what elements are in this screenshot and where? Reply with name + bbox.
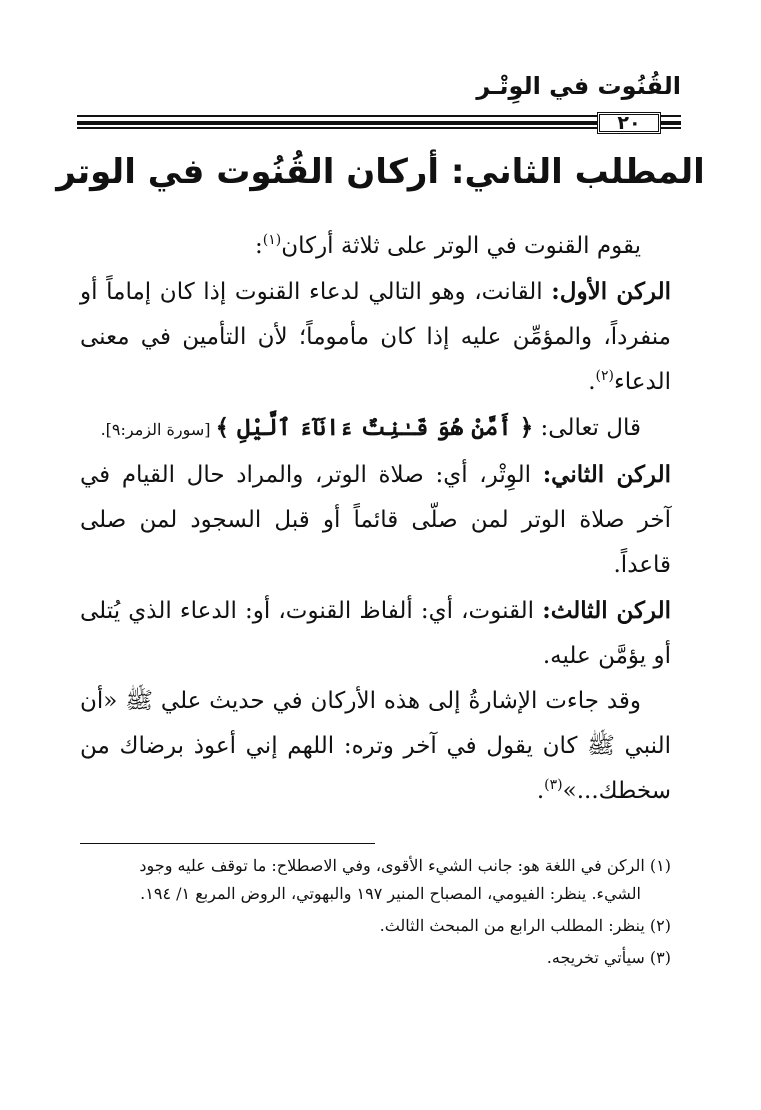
pillar-3-text: القنوت، أي: ألفاظ القنوت، أو: الدعاء الذي يُتلى أو يؤمَّن عليه. [80, 598, 671, 669]
paragraph-pillar-1 [80, 269, 671, 405]
hadith-text: وقد جاءت الإشارةُ إلى هذه الأركان في حديث علي ﷺ «أن النبي ﷺ كان يقول في آخر وتره: اللهم إني أعوذ برضاك من سخطك...» [80, 688, 671, 804]
header-rule [77, 112, 681, 138]
header-rule-lines [77, 115, 681, 129]
pillar-1-end: . [588, 369, 596, 395]
paragraph-pillar-2 [80, 452, 671, 588]
footnote-1-line-1: (١) الركن في اللغة هو: جانب الشيء الأقوى، وفي الاصطلاح: ما توقف عليه وجود [139, 856, 671, 875]
intro-text: يقوم القنوت في الوتر على ثلاثة أركان [281, 233, 641, 259]
pillar-1-text: القانت، وهو التالي لدعاء القنوت إذا كان إماماً أو منفرداً، والمؤمِّن عليه إذا كان مأموماً؛ لأن التأمين في معنى الدعاء [80, 279, 671, 395]
footnote-ref-1: (١) [262, 232, 282, 248]
footnote-ref-2: (٢) [595, 368, 614, 384]
footnote-3: (٣) سيأتي تخريجه. [546, 948, 671, 967]
quran-verse: ﴿ أَمَّنْ هُوَ قَـٰنِتٌ ءَانَآءَ ٱلَّيْلِ ﴾ [215, 414, 534, 441]
pillar-2-text: الوِتْر، أي: صلاة الوتر، والمراد حال القيام في آخر صلاة الوتر لمن صلّى قائماً أو قبل السجود لمن صلى قاعداً. [80, 462, 671, 578]
hadith-end: . [536, 778, 545, 804]
footnote-2: (٢) ينظر: المطلب الرابع من المبحث الثالث. [379, 916, 671, 935]
paragraph-quran [80, 405, 671, 452]
footnote-ref-3: (٣) [544, 777, 563, 793]
page-number: ٢٠ [597, 112, 661, 134]
paragraph-intro [80, 224, 671, 269]
paragraph-hadith [80, 679, 671, 814]
body-text [80, 224, 671, 814]
section-title: المطلب الثاني: أركان القُنُوت في الوتر [56, 152, 705, 192]
paragraph-pillar-3 [80, 588, 671, 679]
surah-reference: [سورة الزمر:٩]. [100, 420, 216, 439]
quran-intro: قال تعالى: [533, 415, 641, 441]
intro-end: : [255, 233, 263, 259]
pillar-1-label: الركن الأول: [551, 278, 671, 305]
running-header: القُنُوت في الوِتْـر [476, 72, 681, 100]
footnotes [85, 852, 671, 976]
footnote-1 [85, 852, 671, 908]
pillar-2-label: الركن الثاني: [542, 461, 671, 488]
pillar-3-label: الركن الثالث: [542, 597, 672, 624]
footnote-separator [80, 843, 375, 844]
footnote-1-line-2: الشيء. ينظر: الفيومي، المصباح المنير ١٩٧ والبهوتي، الروض المربع ١/ ١٩٤. [140, 884, 641, 903]
